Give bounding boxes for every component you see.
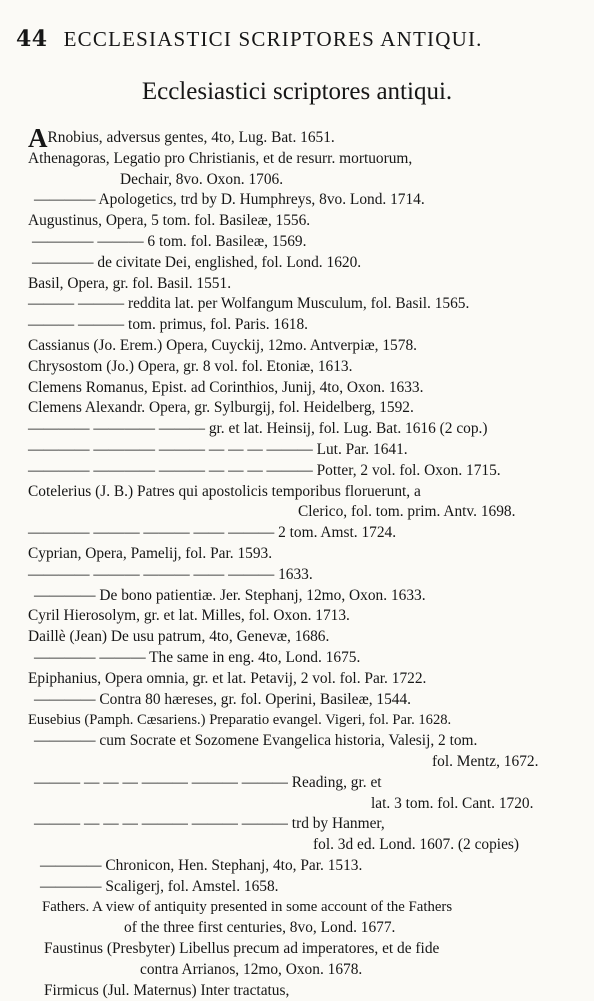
catalogue-line: Cyprian, Opera, Pamelij, fol. Par. 1593.: [28, 544, 273, 562]
catalogue-line: ———— Contra 80 hæreses, gr. fol. Operini, Basileæ, 1544.: [34, 690, 412, 708]
catalogue-line: ———— cum Socrate et Sozomene Evangelica historia, Valesij, 2 tom.: [34, 732, 478, 750]
catalogue-line: Dechair, 8vo. Oxon. 1706.: [120, 170, 284, 188]
catalogue-line: fol. Mentz, 1672.: [432, 752, 539, 770]
catalogue-line: ———— ——— ——— —— ——— 1633.: [28, 565, 313, 583]
catalogue-line: A Rnobius, adversus gentes, 4to, Lug. Bat. 1651.: [28, 123, 335, 153]
catalogue-line: ———— ———— ——— — — — ——— Potter, 2 vol. fol. Oxon. 1715.: [28, 461, 501, 479]
page-number: 44: [16, 26, 48, 52]
catalogue-line: lat. 3 tom. fol. Cant. 1720.: [371, 794, 534, 812]
catalogue-line: ———— De bono patientiæ. Jer. Stephanj, 12mo, Oxon. 1633.: [34, 586, 426, 604]
catalogue-line: fol. 3d ed. Lond. 1607. (2 copies): [313, 836, 520, 854]
catalogue-line: ———— ——— 6 tom. fol. Basileæ, 1569.: [32, 232, 307, 250]
catalogue-line: Faustinus (Presbyter) Libellus precum ad imperatores, et de fide: [44, 940, 440, 958]
catalogue-line: Eusebius (Pamph. Cæsariens.) Preparatio evangel. Vigeri, fol. Par. 1628.: [28, 712, 452, 729]
catalogue-line: Fathers. A view of antiquity presented in some account of the Fathers: [42, 899, 453, 916]
catalogue-line: Clemens Romanus, Epist. ad Corinthios, Junij, 4to, Oxon. 1633.: [28, 378, 424, 396]
catalogue-line: ——— — — — ——— ——— ——— trd by Hanmer,: [34, 815, 385, 833]
catalogue-line: Daillè (Jean) De usu patrum, 4to, Genevæ, 1686.: [28, 628, 330, 646]
catalogue-line: Chrysostom (Jo.) Opera, gr. 8 vol. fol. Etoniæ, 1613.: [28, 357, 353, 375]
catalogue-line: ———— Apologetics, trd by D. Humphreys, 8vo. Lond. 1714.: [34, 191, 425, 209]
catalogue-line: Clemens Alexandr. Opera, gr. Sylburgij, fol. Heidelberg, 1592.: [28, 399, 414, 417]
catalogue-line: Basil, Opera, gr. fol. Basil. 1551.: [28, 274, 232, 292]
initial-letter: A: [28, 123, 48, 153]
catalogue-line: contra Arrianos, 12mo, Oxon. 1678.: [140, 960, 363, 978]
catalogue-line: ———— ———— ——— gr. et lat. Heinsij, fol. Lug. Bat. 1616 (2 cop.): [28, 420, 488, 438]
catalogue-line: Augustinus, Opera, 5 tom. fol. Basileæ, 1556.: [28, 212, 311, 230]
catalogue-line: ———— ———— ——— — — — ——— Lut. Par. 1641.: [28, 440, 408, 458]
catalogue-line: Cassianus (Jo. Erem.) Opera, Cuyckij, 12mo. Antverpiæ, 1578.: [28, 336, 417, 354]
running-title: ECCLESIASTICI SCRIPTORES ANTIQUI.: [63, 27, 483, 51]
catalogue-line: Athenagoras, Legatio pro Christianis, et de resurr. mortuorum,: [28, 149, 413, 167]
catalogue-line: Epiphanius, Opera omnia, gr. et lat. Petavij, 2 vol. fol. Par. 1722.: [28, 669, 427, 687]
catalogue-line: of the three first centuries, 8vo, Lond. 1677.: [124, 919, 396, 937]
section-title: Ecclesiastici scriptores antiqui.: [141, 78, 453, 105]
catalogue-line: ———— ——— ——— —— ——— 2 tom. Amst. 1724.: [28, 524, 397, 542]
catalogue-line: ——— ——— reddita lat. per Wolfangum Musculum, fol. Basil. 1565.: [28, 295, 470, 313]
catalogue-line: ——— — — — ——— ——— ——— Reading, gr. et: [34, 773, 382, 791]
running-header: [16, 26, 554, 52]
catalogue-line: Clerico, fol. tom. prim. Antv. 1698.: [298, 503, 516, 521]
catalogue-line: ———— Chronicon, Hen. Stephanj, 4to, Par. 1513.: [40, 856, 363, 874]
catalogue-line: Firmicus (Jul. Maternus) Inter tractatus,: [44, 981, 290, 999]
catalogue-line: Cotelerius (J. B.) Patres qui apostolicis temporibus floruerunt, a: [28, 482, 421, 500]
catalogue-line: ———— ——— The same in eng. 4to, Lond. 1675.: [34, 648, 361, 666]
catalogue-line: ——— ——— tom. primus, fol. Paris. 1618.: [28, 316, 309, 334]
catalogue-line: ———— Scaligerj, fol. Amstel. 1658.: [40, 877, 279, 895]
catalogue-line: ———— de civitate Dei, englished, fol. Lond. 1620.: [32, 253, 362, 271]
catalogue-entries: [28, 123, 580, 1001]
catalogue-line: Cyril Hierosolym, gr. et lat. Milles, fol. Oxon. 1713.: [28, 607, 350, 625]
